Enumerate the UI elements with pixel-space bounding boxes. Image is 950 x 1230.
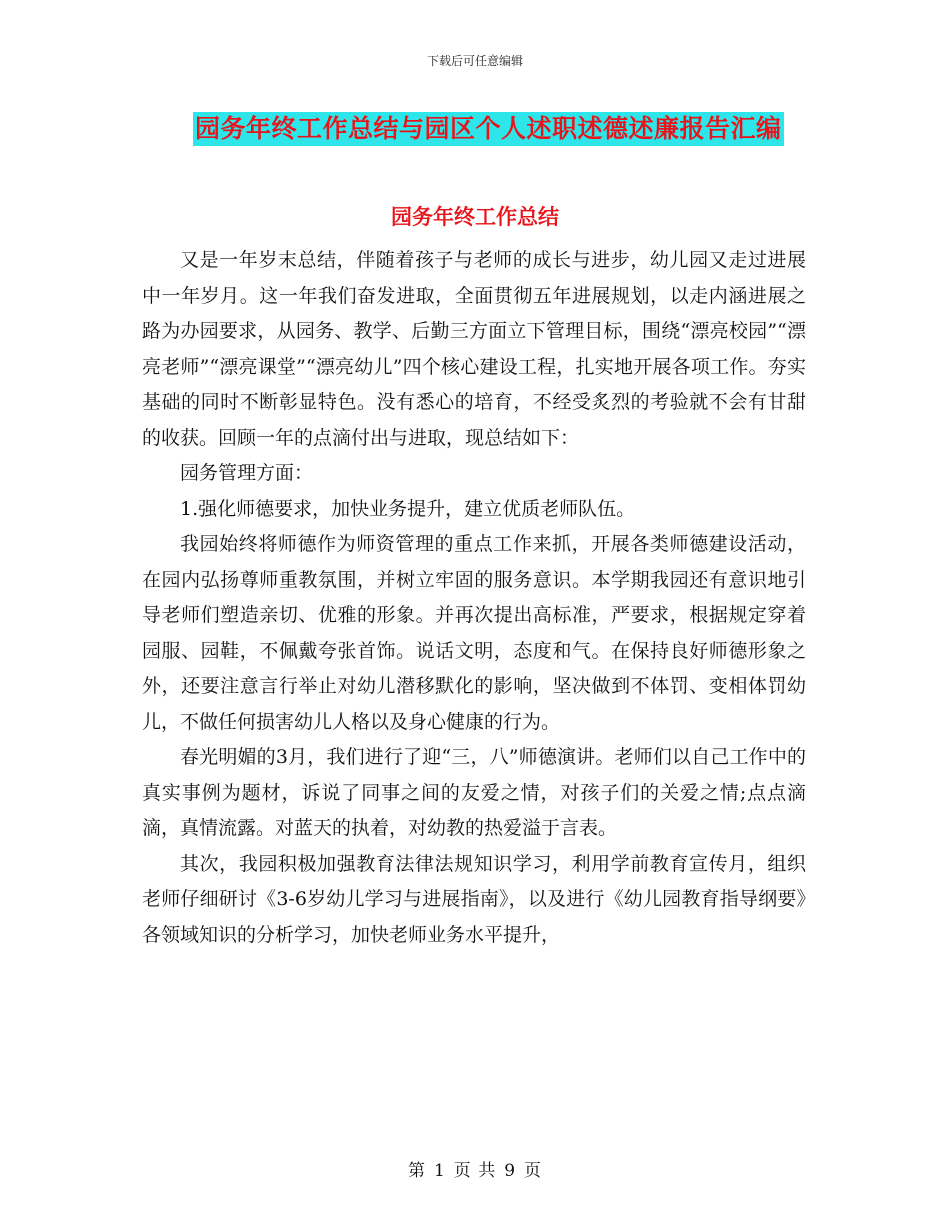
footer-page-prefix: 第 <box>407 1161 426 1181</box>
paragraph: 春光明媚的3月，我们进行了迎“三，八”师德演讲。老师们以自己工作中的真实事例为题材，诉说了同事之间的友爱之情，对孩子们的关爱之情;点点滴滴，真情流露。对蓝天的执着，对幼教的热爱溢于言表。 <box>142 746 806 839</box>
footer-total-pages: 9 <box>504 1161 517 1181</box>
page-footer <box>0 1156 950 1181</box>
footer-page-number: 1 <box>433 1161 446 1181</box>
section-title: 园务年终工作总结 <box>391 205 559 229</box>
paragraph: 园务管理方面： <box>180 462 314 484</box>
footer-page-mid: 页 共 <box>453 1161 497 1181</box>
paragraph: 我园始终将师德作为师资管理的重点工作来抓，开展各类师德建设活动，在园内弘扬尊师重教氛围，并树立牢固的服务意识。本学期我园还有意识地引导老师们塑造亲切、优雅的形象。并再次提出高标准，严要求，根据规定穿着园服、园鞋，不佩戴夸张首饰。说话文明，态度和气。在保持良好师德形象之外，还要注意言行举止对幼儿潜移默化的影响，坚决做到不体罚、变相体罚幼儿，不做任何损害幼儿人格以及身心健康的行为。 <box>142 533 806 733</box>
body-text <box>142 243 806 953</box>
header-note: 下载后可任意编辑 <box>426 54 523 68</box>
paragraph: 1.强化师德要求，加快业务提升，建立优质老师队伍。 <box>180 497 636 520</box>
footer-page-suffix: 页 <box>524 1161 543 1181</box>
paragraph: 又是一年岁末总结，伴随着孩子与老师的成长与进步，幼儿园又走过进展中一年岁月。这一年我们奋发进取，全面贯彻五年进展规划，以走内涵进展之路为办园要求，从园务、教学、后勤三方面立下管理目标，围绕“漂亮校园”“漂亮老师”“漂亮课堂”“漂亮幼儿”四个核心建设工程，扎实地开展各项工作。夯实基础的同时不断彰显特色。没有悉心的培育，不经受炙烈的考验就不会有甘甜的收获。回顾一年的点滴付出与进取，现总结如下： <box>142 249 806 449</box>
paragraph: 其次，我园积极加强教育法律法规知识学习，利用学前教育宣传月，组织老师仔细研讨《3-6岁幼儿学习与进展指南》，以及进行《幼儿园教育指导纲要》各领域知识的分析学习，加快老师业务水平提升， <box>142 852 806 946</box>
document-title: 园务年终工作总结与园区个人述职述德述廉报告汇编 <box>193 112 784 146</box>
